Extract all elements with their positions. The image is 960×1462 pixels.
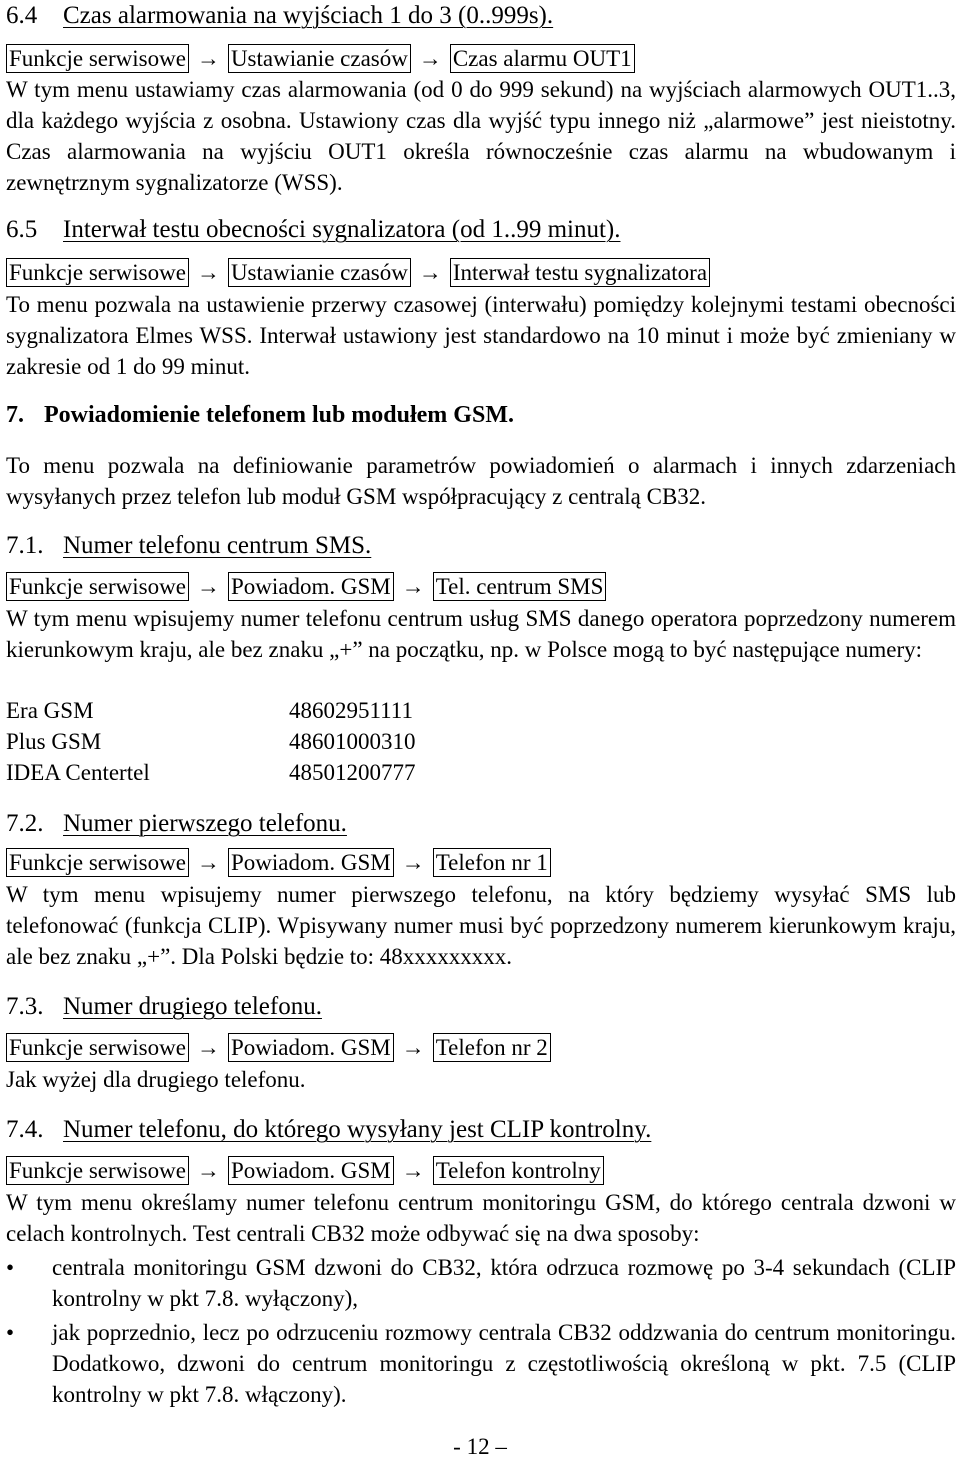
arrow-right-icon: → [418, 46, 442, 71]
menu-path-item: Funkcje serwisowe [6, 1156, 189, 1185]
menu-path-item: Funkcje serwisowe [6, 44, 189, 73]
arrow-right-icon: → [401, 1158, 425, 1183]
arrow-right-icon: → [196, 1158, 220, 1183]
section-heading-7: 7. Powiadomienie telefonem lub modułem GSM. [6, 402, 514, 428]
section-heading-7-4: 7.4. Numer telefonu, do którego wysyłany jest CLIP kontrolny. [6, 1116, 652, 1143]
menu-path-item: Ustawianie czasów [228, 258, 411, 287]
sms-center-numbers-table [6, 695, 526, 788]
section-heading-6-4: 6.4 Czas alarmowania na wyjściach 1 do 3 (0..999s). [6, 2, 554, 29]
arrow-right-icon: → [196, 1035, 220, 1060]
menu-path-item: Powiadom. GSM [228, 1033, 394, 1062]
section-body-6-5: To menu pozwala na ustawienie przerwy czasowej (interwału) pomiędzy kolejnymi testami obecności sygnalizatora Elmes WSS. Interwał ustawiony jest standardowo na 10 minut i może być zmieniany w zakresie od 1 do 99 minut. [6, 292, 956, 379]
menu-path-7-3 [6, 1032, 551, 1063]
operator-name: Era GSM [6, 698, 94, 723]
menu-path-item: Funkcje serwisowe [6, 848, 189, 877]
bullet-icon: • [6, 1255, 15, 1280]
menu-path-item: Powiadom. GSM [228, 848, 394, 877]
menu-path-item: Ustawianie czasów [228, 44, 411, 73]
menu-path-item: Funkcje serwisowe [6, 572, 189, 601]
arrow-right-icon: → [196, 574, 220, 599]
menu-path-7-2 [6, 847, 551, 878]
operator-name: IDEA Centertel [6, 760, 150, 785]
operator-name: Plus GSM [6, 729, 102, 754]
section-heading-7-1: 7.1. Numer telefonu centrum SMS. [6, 532, 372, 559]
section-heading-6-5: 6.5 Interwał testu obecności sygnalizatora (od 1..99 minut). [6, 216, 621, 243]
arrow-right-icon: → [418, 260, 442, 285]
arrow-right-icon: → [401, 850, 425, 875]
operator-number: 48602951111 [289, 698, 413, 723]
menu-path-7-1 [6, 571, 606, 602]
section-body-7-3: Jak wyżej dla drugiego telefonu. [6, 1067, 306, 1092]
menu-path-item: Telefon kontrolny [433, 1156, 604, 1185]
menu-path-6-4 [6, 43, 635, 74]
section-heading-7-3: 7.3. Numer drugiego telefonu. [6, 993, 322, 1020]
menu-path-item: Funkcje serwisowe [6, 1033, 189, 1062]
bullet-list [6, 1252, 956, 1410]
operator-number: 48501200777 [289, 760, 416, 785]
menu-path-item: Telefon nr 2 [433, 1033, 551, 1062]
menu-path-item: Interwał testu sygnalizatora [450, 258, 710, 287]
arrow-right-icon: → [196, 850, 220, 875]
section-heading-7-2: 7.2. Numer pierwszego telefonu. [6, 810, 347, 837]
bullet-icon: • [6, 1320, 15, 1345]
section-body-7-1: W tym menu wpisujemy numer telefonu centrum usług SMS danego operatora poprzedzony numerem kierunkowym kraju, ale bez znaku „+” na początku, np. w Polsce mogą to być następujące numery: [6, 606, 956, 662]
section-body-7-2: W tym menu wpisujemy numer pierwszego telefonu, na który będziemy wysyłać SMS lub telefonować (funkcja CLIP). Wpisywany numer musi być poprzedzony numerem kierunkowym kraju, ale bez znaku „+”. Dla Polski będzie to: 48xxxxxxxxx. [6, 882, 956, 969]
arrow-right-icon: → [401, 1035, 425, 1060]
section-body-7-4: W tym menu określamy numer telefonu centrum monitoringu GSM, do którego centrala dzwoni w celach kontrolnych. Test centrali CB32 może odbywać się na dwa sposoby: [6, 1190, 956, 1246]
list-item: • centrala monitoringu GSM dzwoni do CB32, która odrzuca rozmowę po 3-4 sekundach (CLIP kontrolny w pkt 7.8. wyłączony), [6, 1252, 956, 1314]
menu-path-item: Powiadom. GSM [228, 572, 394, 601]
arrow-right-icon: → [401, 574, 425, 599]
menu-path-item: Funkcje serwisowe [6, 258, 189, 287]
list-item: • jak poprzednio, lecz po odrzuceniu rozmowy centrala CB32 oddzwania do centrum monitoringu. Dodatkowo, dzwoni do centrum monitoringu z częstotliwością określoną w pkt. 7.5 (CLIP kontrolny w pkt 7.8. włączony). [6, 1317, 956, 1410]
section-body-7: To menu pozwala na definiowanie parametrów powiadomień o alarmach i innych zdarzeniach wysyłanych przez telefon lub moduł GSM współpracujący z centralą CB32. [6, 453, 956, 509]
section-body-6-4: W tym menu ustawiamy czas alarmowania (od 0 do 999 sekund) na wyjściach alarmowych OUT1..3, dla każdego wyjścia z osobna. Ustawiony czas dla wyjść typu innego niż „alarmowe” jest nieistotny. Czas alarmowania na wyjściu OUT1 określa równocześnie czas alarmu na wbudowanym i zewnętrznym sygnalizatorze (WSS). [6, 77, 956, 195]
menu-path-item: Telefon nr 1 [433, 848, 551, 877]
arrow-right-icon: → [196, 46, 220, 71]
operator-number: 48601000310 [289, 729, 416, 754]
menu-path-item: Powiadom. GSM [228, 1156, 394, 1185]
menu-path-item: Czas alarmu OUT1 [450, 44, 635, 73]
menu-path-item: Tel. centrum SMS [433, 572, 607, 601]
menu-path-6-5 [6, 257, 710, 288]
menu-path-7-4 [6, 1155, 604, 1186]
page-number: - 12 – [453, 1434, 507, 1459]
arrow-right-icon: → [196, 260, 220, 285]
